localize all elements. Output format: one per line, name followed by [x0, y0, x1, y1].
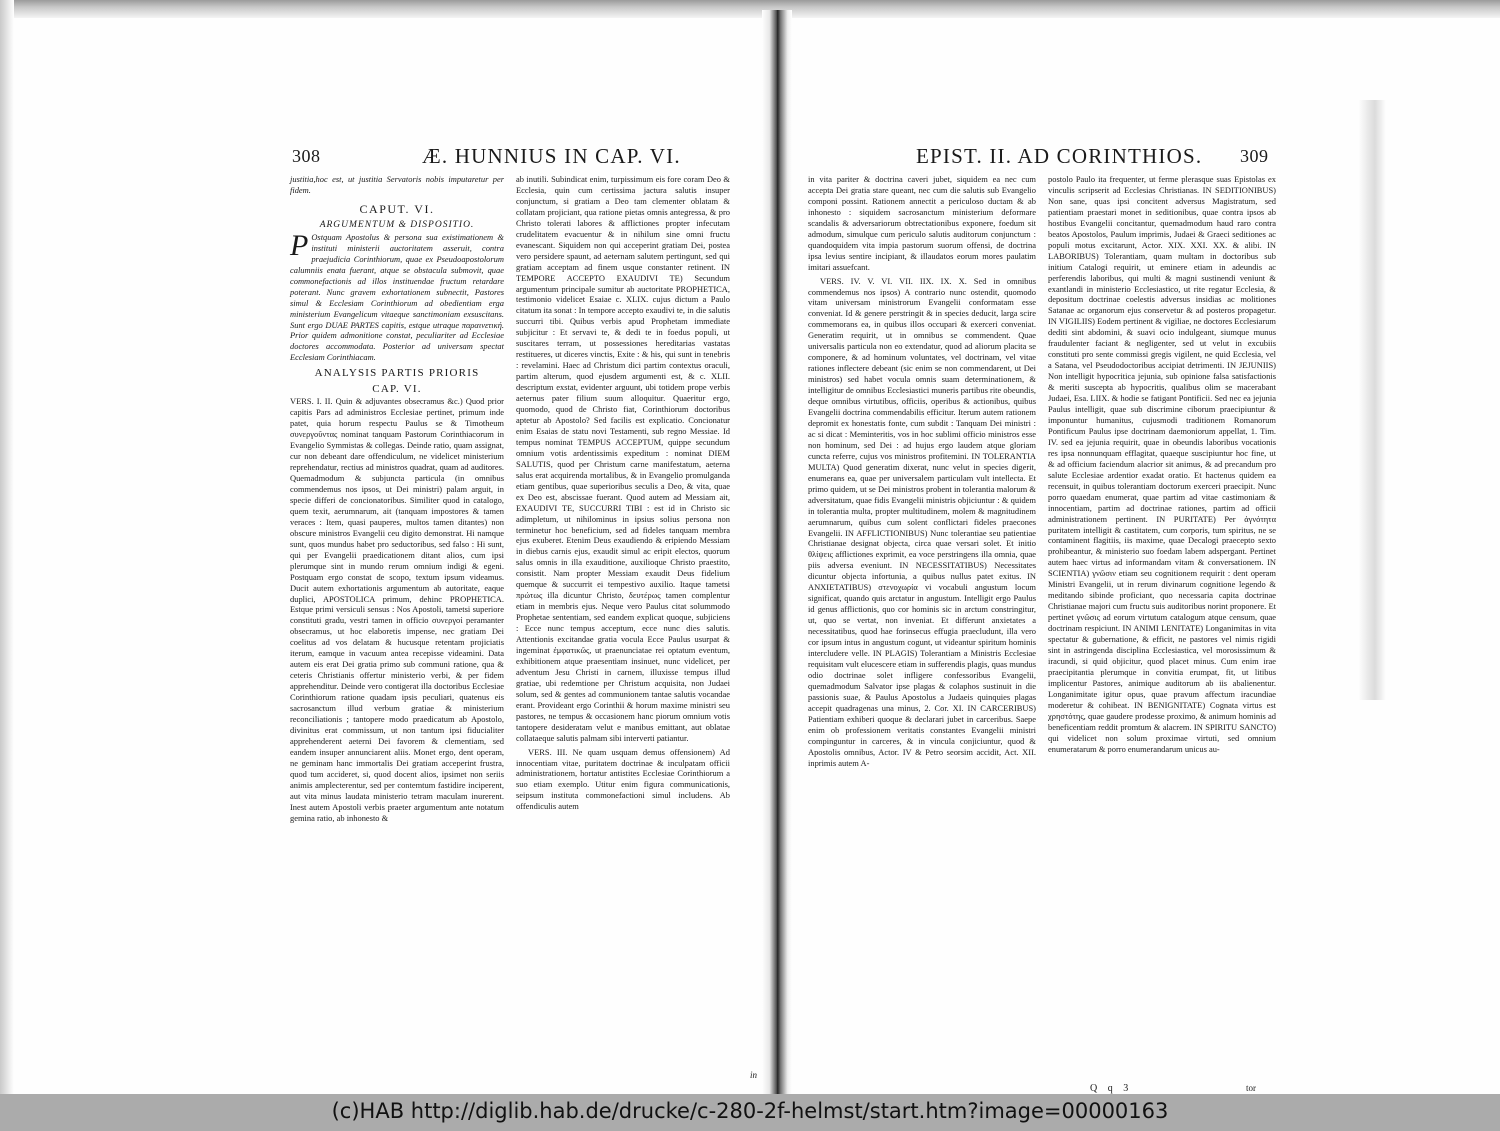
left-col2-text: ab inutili. Subindicat enim, turpissimum eis fore coram Deo & Ecclesia, quin cum certissima jactura salutis insuper conjunctum, si gratiam a Deo tam clementer oblatam & collatam projiciant, qua ratione pietas omnis antegressa, & pro Christo tolerati labores & afflictiones propter infecutam crudelitatem evacuentur & in nihilum sine omni fructu evanescant. Siquidem non qui acceperint gratiam Dei, postea vero persidere spaunt, ad aeternam salutem pertingunt, sed qui gratiam acceptam ad finem usque constanter retinent. IN TEMPORE ACCEPTO EXAUDIVI TE) Secundum argumentum principale sumitur ab auctoritate PROPHETICA, testimonio videlicet Esaiae c. XLIX. cujus dictum a Paulo citatum ita sonat : In tempore accepto exaudivi te, in die salutis succurri tibi. Quibus verbis apud Prophetam immediate subjicitur : Et servavi te, & dedi te in foedus populi, ut suscitares terram, ut possessiones hereditarias vastatas restitueres, ut diceres vinctis, Exite : & his, qui sunt in tenebris : revelamini. Haec ad Christum dici partim contextus oraculi, partim alterum, quod ejusdem argumenti est, & c. XLII. descriptum exstat, evidenter arguunt, ubi totidem prope verbis aeternus pater filium suum alloquitur. Quaeritur ergo, quomodo, quod de Christo fiat, Corinthiorum doctoribus aptetur ab Apostolo? Sed facilis est explicatio. Concionatur enim Esaias de statu novi Testamenti, sub regno Messiae. Id tempus nominat TEMPUS ACCEPTUM, quippe secundum omnium votis ardentissimis expeditum : nominat DIEM SALUTIS, quod per Christum carne manifestatum, aeterna salus erat acquirenda mortalibus, & in Evangelio promulganda etiam gentibus, quae superioribus seculis a Deo, & vita, quae ex Deo est, abscissae fuerant. Quod autem ad Messiam ait, EXAUDIVI TE, SUCCURRI TIBI : est id in Christo sic adimpletum, ut nihilominus in ipsius solius persona non terminetur hoc beneficium, sed ad fideles tanquam membra ejus exuberet. Etenim Deus exaudiendo & eripiendo Messiam in diebus carnis ejus, exaudit simul ac eripit electos, quorum salus omnis in illa exauditione, auxilioque Christo praestito, consistit. Nam propter Messiam exaudit Deus fidelium quemque & succurrit ei tempestivo auxilio. Itaque tametsi πρώτως illa dicuntur Christo, δευτέρως tamen complentur etiam in membris ejus. Neque vero Paulus citat solummodo Prophetae sententiam, sed eandem explicat quoque, subjiciens : Ecce nunc tempus acceptum, ecce nunc dies salutis. Attentionis excitandae gratia vocula Ecce Paulus usurpat & ingeminat ἐμφατικῶς, ut praenunciatae rei optatum eventum, exhibitionem atque praesentiam insinuet, nunc videlicet, per adventum Jesu Christi in carnem, illuxisse tempus illud gratiae, ubi redemtione per Christum acquisita, non Judaei solum, sed & gentes ad communionem tantae salutis vocandae erant. Provideant ergo Corinthii & horum maxime ministri seu pastores, ne tempus & occasionem hanc piorum omnium votis tantopere desideratam velut e manibus emittant, aut oblatae collataeque salutis palmam sibi interverti patiantur. [516, 174, 730, 743]
right-col2-text: postolo Paulo ita frequenter, ut ferme plerasque suas Epistolas ex vinculis scripserit ad Ecclesias Christianas. IN SEDITIONIBUS) Non sane, quas ipsi concitent adversus Magistratum, sed patientiam praestari monet in seditionibus, quae contra ipsos ab hostibus Evangelii concitantur, quemadmodum haud raro contra beatos Apostolos, Paulum imprimis, Judaei & Graeci seditiones ac populi motus excitarunt, Actor. XIX. XXI. XX. & alibi. IN LABORIBUS) Tolerantiam, quam multam in doctoribus sub initium Catalogi requirit, ut eminere etiam in adeundis ac perferendis laboribus, qui multi & magni sustinendi veniunt & exantlandi in ministerio Ecclesiastico, ut rite regatur Ecclesia, & depositum doctrinae coelestis adversus insidias ac molitiones Satanae ac organorum ejus conservetur & ad posteros propagetur. IN VIGILIIS) Eodem pertinent & vigiliae, ne doctores Ecclesiarum dediti sint abdomini, & suavi ocio indulgeant, siumque munus fraudulenter faciant & negligenter, sed ut velut in excubiis constituti pro sente commissi gregis vigilent, ne quid Ecclesia, vel a Satana, vel Pseudodoctoribus accipiat detrimenti. IN JEJUNIIS) Non intelligit hypocritica jejunia, sub opinione falsa satisfactionis & meriti suscepta ab hypocritis, qualibus olim se macerabant Judaei, Esa. LIIX. & hodie se fatigant Pontificii. Sed nec ea jejunia Paulus intelligit, quae sub discrimine ciborum praecipiuntur & imponuntur humanitus, cujusmodi traditionem Romanorum Pontificum Paulus ipse doctrinam daemoniorum appellat, 1. Tim. IV. sed ea jejunia requirit, quae in obeundis laboribus vocationis res ipsa nonnunquam efflagitat, quaeque suscipiuntur hoc fine, ut & ad officium faciendum alacrior sit animus, & ad precandum pro salute Ecclesiae ardentior exadat oratio. Et hactenus quidem ea recensuit, in quibus tolerantiam doctorum exerceri praecipit. Nunc porro quaedam enumerat, quae partim ad vitae castimoniam & innocentiam, partim ad doctrinae rationes, partim ad officii administrationem pertinent. IN PURITATE) Per ἁγνότητα puritatem intelligit & castitatem, cum corporis, tum spiritus, ne se contaminent flagitiis, iis maxime, quae Decalogi praecepto sexto prohibeantur, & ministerio suo foedam labem adspergant. Pertinet autem haec virtus ad informandam vitam & conversationem. IN SCIENTIA) γνῶσιν etiam seu cognitionem requirit : dent operam Ministri Evangelii, ut in rerum divinarum cognitione legendo & meditando sibinde proficiant, quo necessaria capita doctrinae Christianae majori cum fructu suis auditoribus norint proponere. Et pertinet γνῶσις ad eorum virtutum catalogum atque censum, quae doctrinam respiciunt. IN ANIMI LENITATE) Longanimitas in vita spectatur & gubernatione, & efficit, ne pastores vel nimis rigidi sint in astringenda disciplina Ecclesiastica, vel morosissimum & iracundi, si quid objicitur, quod placet minus. Cum enim irae praecipitantia plerumque in convitia erumpat, fit, ut litibus implicentur Pastores, animique auditorum ab iis abalienentur. Longanimitate igitur opus, quae pravum affectum iracundiae moderetur & cohibeat. IN BENIGNITATE) Cognata virtus est χρηστότης, quae gaudere prodesse proximo, & animum hominis ad beneficentiam reddit promtum & alacrem. IN SPIRITU SANCTO) qui videlicet non solum proximae virtuti, sed omnium enumeratarum & porro enumerandarum unicus au- [1048, 174, 1276, 754]
verse-four-text: VERS. IV. V. VI. VII. IIX. IX. X. Sed in omnibus commendemus nos ipsos) A contrario nunc ostendit, quomodo vitam universam ministrorum Evangelii conformatam esse conveniat. Id & genere perstringit & in species deducit, larga scire commemorans ea, in quibus illos occupari & exerceri conveniat. Generatim requirit, ut in omnibus se commendent. Quae universalis particula non eo extendatur, quod ad aliorum placita se componere, & ad hominum voluntates, vel doctrinam, vel vitae rationes inflectere debeant (sic enim se non commendarent, ut Dei ministros) sed habet vocula omnis suam determinationem, & intelligitur de omnibus Ecclesiastici muneris partibus rite obeundis, deque omnibus virtutibus, officiis, operibus & actionibus, quibus Evangelii doctrina commendabilis efficitur. Iterum autem rationem depromit ex honestatis fonte, cum subdit : Tanquam Dei ministri : ac si dicat : Meminteritis, vos in hoc sublimi officio ministros esse non hominum, sed Dei : ad hujus ergo laudem atque gloriam cuncta referre, cujus vos ministros profitemini. IN TOLERANTIA MULTA) Quod generatim dixerat, nunc velut in species digerit, enumerans ea, quae per universalem particulam vult intellecta. Et primo quidem, ut se Dei ministros probent in tolerantia malorum & adversitatum, quae fidis Evangelii ministris objiciuntur : & quidem in tolerantia multa, propter multitudinem, molem & magnitudinem aerumnarum, quibus cum solent conflictari fideles praecones Evangelii. IN AFFLICTIONIBUS) Nunc tolerantiae seu patientiae Christianae designat objecta, circa quae versari solet. Et initio θλίψεις afflictiones exprimit, ea voce perstringens illa omnia, quae piis adversa eveniunt. IN NECESSITATIBUS) Necessitates dicuntur objecta infortunia, a quibus nullus patet exitus. IN ANXIETATIBUS) στενοχωρία vi vocabuli angustum locum significat, quando quis arctatur in angustum. Intelligit ergo Paulus id genus afflictionis, quo cor hominis sic in arctum constringitur, ut, quo se vertat, non inveniat. Et differunt anxietates a necessitatibus, quod hae forinsecus effugia praecludunt, illa vero cor ipsum intus in angustum cogunt, ut videantur spiritum hominis intercludere velle. IN PLAGIS) Tolerantiam a Ministris Ecclesiae requisitam vult elucescere etiam in sufferendis plagis, quas mundus odio doctrinae solet infligere confessoribus Evangelii, quemadmodum Salvator ipse plagas & colaphos sustinuit in die passionis suae, & Paulus Apostolus a Judaeis quinquies plagas accepit quadragenas una minus, 2. Cor. XI. IN CARCERIBUS) Patientiam exhiberi quoque & declarari jubet in carceribus. Saepe enim ob professionem veritatis constantes Evangelii ministri compinguntur in carceres, & in vincula conjiciuntur, quod & Apostolis omnibus, Actor. IV & Petro seorsim accidit, Act. XII. inprimis autem A- [808, 275, 1036, 768]
right-running-head: EPIST. II. AD CORINTHIOS. [916, 144, 1203, 168]
analysis-heading: ANALYSIS PARTIS PRIORIS [314, 367, 480, 380]
scan-top-shadow [0, 0, 1500, 18]
left-col1-opening: justitia,hoc est, ut justitia Servatoris nobis imputaretur per fidem. [290, 174, 504, 195]
page-edge-shadow [1358, 100, 1386, 700]
left-catchword: in [750, 1070, 758, 1080]
chapter-heading: CAPUT. VI. [359, 201, 435, 216]
right-page-number: 309 [1240, 146, 1269, 166]
right-columns [808, 174, 1276, 768]
left-running-head: Æ. HUNNIUS IN CAP. VI. [422, 144, 681, 168]
right-column-1 [808, 174, 1036, 768]
argument-text: Ostquam Apostolus & persona sua existimationem & instituti ministerii auctoritatem asseruit, contra praejudicia Corinthiorum, quae ex Pseudoapostolorum calumniis enata fuerant, atque se obstacula submovit, quae commonefactionis ad illos instituendae fructum retardare poterant. Nunc gravem exhortationem subnectit, Pastores simul & Ecclesiam Corinthiorum ad obedientiam erga ministerium Evangelicum vitaeque sanctimoniam exsuscitans. Sunt ergo DUAE PARTES capitis, estque utraque παραινετική. Prior quidem admonitione constat, peculiariter ad Ecclesiae doctores accommodata. Posterior ad universam spectat Ecclesiam Corinthiacam. [290, 231, 504, 363]
right-page [808, 140, 1276, 1094]
copyright-footer: (c)HAB http://diglib.hab.de/drucke/c-280-2f-helmst/start.htm?image=00000163 [331, 1099, 1169, 1123]
scan-left-edge [0, 0, 14, 1094]
drop-capital: P [290, 228, 309, 262]
analysis-text: VERS. I. II. Quin & adjuvantes obsecramus &c.) Quod prior capitis Pars ad administros Ecclesiae pertinet, primum inde patet, quia horum respectu Paulus se & Timotheum συνεργοῦντας nominat tanquam Pastorum Corinthiacorum in Evangelio Symmistas & collegas. Deinde ratio, quam assignat, cur non debeant dare offendiculum, ne videlicet ministerium reprehendatur, rectius ad ministros quadrat, quam ad auditores. Quemadmodum & subjuncta particula (in omnibus commendemus nos ipsos, ut Dei ministri) palam arguit, in specie differi de concionatoribus. Similiter quod in catalogo, quem texit, aerumnarum, ait (tanquam impostores & tamen veraces : Item, quasi pauperes, multos tamen ditantes) non obscure ministros Evangelii ceu digito demonstrat. Hi namque sunt, quos mundus habet pro seductoribus, sed falso : Hi sunt, qui per Evangelii praedicationem ditant alios, cum ipsi plerumque sint in mundo rerum omnium indigi & egeni. Postquam ergo constat de scopo, textum ipsum videamus. Ducit autem exhortationis argumentum ab autoritate, eaque duplici, APOSTOLICA primum, dehinc PROPHETICA. Estque primi versiculi sensus : Nos Apostoli, tametsi superiore constituti gradu, vestri tamen in officio συνεργοί peramanter obsecramus, ut hoc elaboretis impense, nec gratiam Dei coelitus ad vos delatam & hucusque retentam projiciatis iterum, eamque in vacuum antea recepisse videamini. Data autem eis erat Dei gratia primo sub communi ratione, qua & ceteris Christianis offertur ministerio verbi, & per fidem apprehenditur. Deinde vero contigerat illa doctoribus Ecclesiae Corinthiorum ratione quadam ipsis peculiari, quatenus eis sacrosanctum illud verbum gratiae & ministerium reconciliationis ; tantopere modo praedicatum ab Apostolo, divinitus erat commissum, ut non tantum ipsi fiducialiter apprehenderent aeterni Dei favorem & clementiam, sed eandem insuper annunciarent aliis. Monet ergo, dent operam, ne geminam hanc immortalis Dei gratiam acceperint frustra, quod tum accideret, si, quod docent alios, ipsimet non seriis animis amplecterentur, sed per contemtum fastidire inciperent, aut vita minus laudata ministerio tetram maculam inurerent. Inest autem Apostoli verbis praeter argumentum ante notatum gemina ratio, ab inhonesto & [290, 396, 504, 823]
argument-heading: ARGUMENTUM & DISPOSITIO. [319, 219, 475, 230]
left-page-number: 308 [292, 146, 321, 166]
verse-three-text: VERS. III. Ne quam usquam demus offensionem) Ad innocentiam vitae, puritatem doctrinae & inculpatam officii administrationem, hortatur antistites Ecclesiae Corinthiorum a suo etiam exemplo. Utitur enim figura communicationis, seipsum instituta commonefactioni simul includens. Ab offendiculis autem [516, 746, 730, 812]
left-column-2 [516, 174, 730, 824]
right-catchword: tor [1246, 1083, 1256, 1093]
book-gutter [762, 10, 792, 1094]
left-columns [290, 174, 730, 824]
signature-mark: Q q 3 [1090, 1083, 1133, 1094]
left-column-1 [290, 174, 504, 824]
right-page-header [808, 140, 1276, 174]
analysis-chapter: CAP. VI. [372, 383, 422, 396]
left-page [290, 140, 758, 1080]
right-column-2 [1048, 174, 1276, 768]
left-page-header [290, 140, 730, 174]
argument-paragraph [290, 228, 504, 363]
right-col1-text: in vita pariter & doctrina caveri jubet, siquidem ea nec cum accepta Dei gratia stare queant, nec cum die salutis sub Evangelio componi possint. Rationem annectit a periculoso ductam & ab inhonesto : siquidem sacrosanctum ministerium deformare scandalis & adversariorum obtrectationibus exponere, foedum sit admodum, simulque cum periculo salutis auditorum conjunctum : quandoquidem vita impia pastorum suorum offensi, de doctrina ipsa levius sentire incipiant, & illaudatos eorum mores paulatim imitari assuefcant. [808, 174, 1036, 272]
